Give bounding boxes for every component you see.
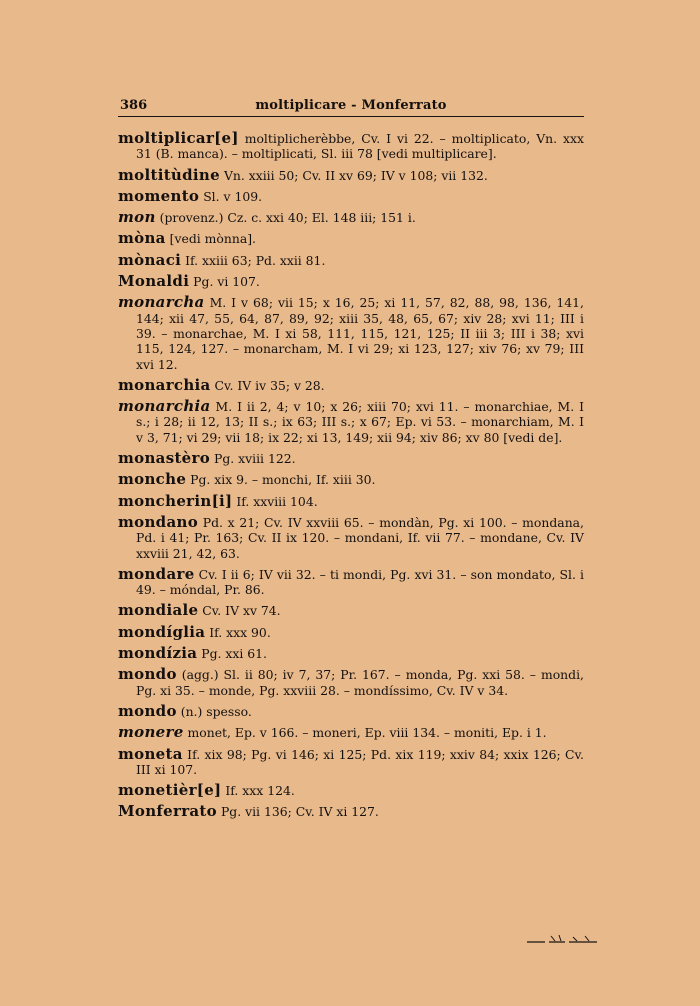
entry-mondare (118, 564, 584, 598)
entry-text: Cv. I ii 6; IV vii 32. – ti mondi, Pg. xvi 31. – son mondato, Sl. i 49. – móndal, Pr. 86. (136, 566, 584, 598)
entry-mondano (118, 512, 584, 561)
entry-text: Pd. x 21; Cv. IV xxviii 65. – mondàn, Pg. xi 100. – mondana, Pd. i 41; Pr. 163; Cv. II ix 120. – mondani, If. vii 77. – mondane, Cv. IV xxviii 21, 42, 63. (136, 514, 584, 561)
entry-moltitudine (118, 165, 584, 184)
entry-mon (118, 210, 584, 225)
headword: moltitùdine (118, 165, 220, 184)
entry-moncherini (118, 491, 584, 510)
entry-text: Pg. xxi 61. (201, 646, 267, 662)
headword: moltiplicar[e] (118, 129, 239, 147)
entry-text: M. I ii 2, 4; v 10; x 26; xiii 70; xvi 11. – monarchiae, M. I s.; i 28; ii 12, 13; II s.; ix 63; III s.; x 67; Ep. vi 53. – monarchiam, M. I v 3, 71; vi 29; vii 18; ix 22; xi 13, 149; xii 94; xiv 86; xv 80 [vedi de]. (136, 399, 584, 445)
entry-momento (118, 186, 584, 205)
entry-monastero (118, 451, 584, 466)
headword: Monaldi (118, 272, 190, 291)
entry-text: If. xxiii 63; Pd. xxii 81. (185, 252, 326, 268)
entry-mondo-agg (118, 667, 584, 698)
entry-text: Pg. vi 107. (193, 274, 260, 290)
entry-text: Cv. IV iv 35; v 28. (214, 377, 325, 393)
entry-text: (n.) spesso. (180, 703, 252, 719)
entry-mondizia (118, 646, 584, 661)
entry-mondiglia (118, 622, 584, 641)
entry-moltiplicare (118, 131, 584, 162)
entry-text: Pg. xviii 122. (213, 451, 296, 467)
entry-monarchia (118, 375, 584, 394)
headword: moncherin[i] (118, 491, 233, 510)
headword: mònaci (118, 250, 182, 269)
headword: mondare (118, 564, 195, 583)
entry-monferrato (118, 804, 584, 819)
headword: momento (118, 186, 200, 205)
entry-text: (provenz.) Cz. c. xxi 40; El. 148 iii; 151 i. (159, 210, 416, 226)
entry-text: (agg.) Sl. ii 80; iv 7, 37; Pr. 167. – monda, Pg. xxi 58. – mondi, Pg. xi 35. – monde, Pg. xxviii 28. – mondíssimo, Cv. IV v 34. (136, 667, 584, 698)
entry-monaldi (118, 274, 584, 289)
entry-text: [vedi mònna]. (169, 231, 256, 247)
headword: monche (118, 470, 187, 489)
entry-text: Sl. v 109. (203, 188, 263, 204)
entry-text: If. xxx 90. (209, 624, 271, 640)
headword: mon (118, 208, 156, 227)
entry-text: Pg. vii 136; Cv. IV xi 127. (220, 804, 379, 820)
headword: mondo (118, 665, 177, 684)
headword: mondíglia (118, 622, 206, 641)
dictionary-page (118, 96, 584, 826)
headword: monastèro (118, 449, 211, 468)
headword: mondiale (118, 601, 199, 620)
entry-monarchia-latin (118, 399, 584, 445)
running-head (118, 96, 584, 117)
entry-moneta (118, 744, 584, 778)
headword: monarchia (118, 375, 211, 394)
headword: monere (118, 723, 184, 742)
entry-text: moltiplicherèbbe, Cv. I vi 22. – moltiplicato, Vn. xxx 31 (B. manca). – moltiplicati, Sl. iii 78 [vedi multiplicare]. (136, 131, 584, 162)
headword: monarchia (118, 397, 211, 416)
entry-text: If. xix 98; Pg. vi 146; xi 125; Pd. xix 119; xxiv 84; xxix 126; Cv. III xi 107. (136, 746, 584, 777)
headword: monetièr[e] (118, 781, 222, 800)
entry-mondiale (118, 603, 584, 618)
entry-mondo-n (118, 701, 584, 720)
page-number: 386 (120, 98, 148, 113)
entry-text: Vn. xxiii 50; Cv. II xv 69; IV v 108; vii 132. (223, 167, 488, 183)
headword: mondo (118, 701, 177, 720)
entry-text: M. I v 68; vii 15; x 16, 25; xi 11, 57, 82, 88, 98, 136, 141, 144; xii 47, 55, 64, 87, 89, 92; xiii 35, 48, 65, 67; xiv 28; xvi 11; III i 39. – monarchae, M. I xi 58, 111, 115, 121, 125; II iii 3; III i 38; xvi 115, 124, 127. – monarcham, M. I vi 29; xi 123, 127; xiv 76; xv 79; III xvi 12. (136, 295, 584, 372)
entry-monere (118, 725, 584, 740)
headword: mòna (118, 229, 166, 248)
entry-monarcha (118, 295, 584, 371)
headword: mondízia (118, 644, 198, 663)
headword: moneta (118, 744, 183, 763)
entry-mona (118, 231, 584, 246)
printer-mark (525, 932, 600, 946)
headword: Monferrato (118, 802, 217, 821)
entry-monche (118, 472, 584, 487)
entry-text: Pg. xix 9. – monchi, If. xiii 30. (190, 472, 376, 488)
entry-text: If. xxviii 104. (236, 493, 318, 509)
entry-text: monet, Ep. v 166. – moneri, Ep. viii 134. – moniti, Ep. i 1. (187, 725, 547, 741)
entry-list (118, 131, 584, 820)
entry-text: If. xxx 124. (225, 783, 295, 799)
running-title: moltiplicare - Monferrato (255, 98, 447, 113)
entry-monaci (118, 250, 584, 269)
headword: mondano (118, 512, 199, 531)
entry-text: Cv. IV xv 74. (202, 603, 281, 619)
headword: monarcha (118, 293, 205, 312)
entry-monetiere (118, 783, 584, 798)
